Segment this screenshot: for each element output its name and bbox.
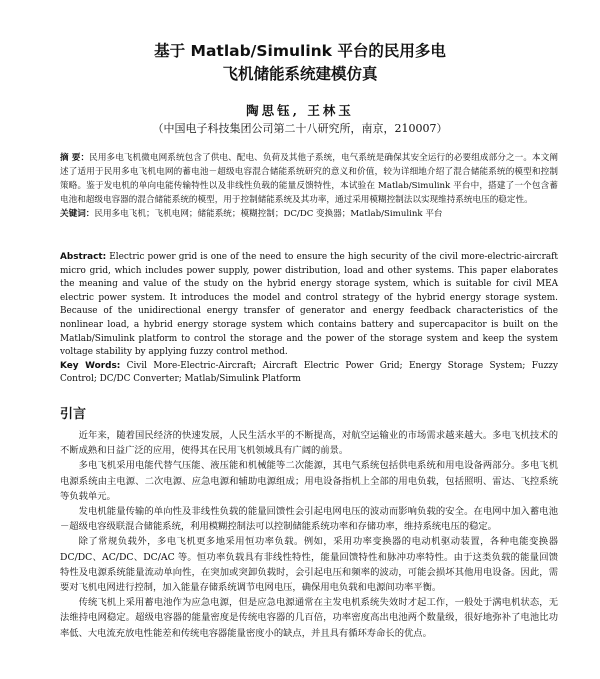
english-abstract-text: Electric power grid is one of the need to ensure the high security of the civil more-electric-aircraft micro grid, which includes power supply, power distribution, load and other systems. This paper elaborates the meaning and value of the study on the hybrid energy storage system, which is suitable for civil MEA electric power system. It introduces the model and control strategy of the hybrid energy storage system. Because of the unidirectional energy transfer of generator and energy feedback characteristics of the nonlinear load, a hybrid energy storage system which contains battery and supercapacitor is built on the Matlab/Simulink platform to control the storage and the power of the storage system and keep the system voltage stability by applying fuzzy control method. bbox=[60, 252, 558, 358]
chinese-abstract bbox=[60, 151, 558, 207]
body-paragraph: 发电机能量传输的单向性及非线性负载的能量回馈性会引起电网电压的波动而影响负载的安全。在电网中加入蓄电池－超级电容级联混合储能系统，利用模糊控制法可以控制储能系统功率和存储功率，维持系统电压的稳定。 bbox=[60, 506, 558, 533]
chinese-keywords-text: 民用多电飞机；飞机电网；储能系统；模糊控制；DC/DC 变换器；Matlab/Simulink 平台 bbox=[94, 209, 443, 219]
chinese-keywords bbox=[60, 207, 558, 221]
chinese-keywords-label: 关键词： bbox=[60, 209, 95, 219]
english-keywords-label: Key Words: bbox=[60, 360, 121, 371]
introduction-body bbox=[60, 428, 558, 641]
paper-title-line-1: 基于 Matlab/Simulink 平台的民用多电 bbox=[154, 42, 446, 60]
body-paragraph: 多电飞机采用电能代替气压能、液压能和机械能等二次能源，其电气系统包括供电系统和用电设备两部分。多电飞机电源系统由主电源、二次电源、应急电源和辅助电源组成；用电设备指机上全部的用电负载，包括照明、雷达、飞控系统等负载单元。 bbox=[60, 460, 558, 502]
english-keywords-text: Civil More-Electric-Aircraft; Aircraft Electric Power Grid; Energy Storage System; Fuzzy Control; DC/DC Converter; Matlab/Simulink Platform bbox=[60, 360, 558, 385]
affiliation: （中国电子科技集团公司第二十八研究所，南京，210007） bbox=[152, 122, 448, 135]
english-abstract-block bbox=[60, 251, 558, 387]
chinese-abstract-text: 民用多电飞机微电网系统包含了供电、配电、负荷及其他子系统，电气系统是确保其安全运行的必要组成部分之一。本文阐述了适用于民用多电飞机电网的蓄电池－超级电容混合储能系统研究的意义和价值，较为详细地介绍了混合储能系统的模型和控制策略。鉴于发电机的单向电能传输特性以及非线性负载的能量反馈特性，本试验在 Matlab/Simulink 平台中，搭建了一个包含蓄电池和超级电容器的混合储能系统的模型，用于控制储能系统及其功率，通过采用模糊控制法以实现维持系统电压的稳定性。 bbox=[60, 153, 558, 205]
body-paragraph: 除了常规负载外，多电飞机更多地采用恒功率负载。例如，采用功率变换器的电动机驱动装置，各种电能变换器 DC/DC、AC/DC、DC/AC 等。恒功率负载具有非线性特性，能量回馈特性和脉冲功率特性。由于这类负载的能量回馈特性及电源系统能量流动单向性，在突加或突卸负载时，会引起电压和频率的波动，可能会损坏其他用电设备。因此，需要对飞机电网进行控制，加入能量存储系统调节电网电压，确保用电负载和电源间功率平衡。 bbox=[60, 536, 558, 594]
section-heading-introduction: 引言 bbox=[60, 407, 87, 422]
paper-title-line-2: 飞机储能系统建模仿真 bbox=[222, 65, 378, 83]
chinese-abstract-block bbox=[60, 151, 558, 221]
english-abstract bbox=[60, 251, 558, 360]
chinese-abstract-label: 摘 要： bbox=[60, 153, 90, 163]
body-paragraph: 近年来，随着国民经济的快速发展，人民生活水平的不断提高，对航空运输业的市场需求越来越大。多电飞机技术的不断成熟和日益广泛的应用，使得其在民用飞机领域具有广阔的前景。 bbox=[60, 430, 558, 457]
english-abstract-label: Abstract: bbox=[60, 252, 107, 262]
authors: 陶思钰, 王林玉 bbox=[246, 103, 354, 118]
body-paragraph: 传统飞机上采用蓄电池作为应急电源，但是应急电源通常在主发电机系统失效时才起工作，一般处于满电机状态，无法维持电网稳定。超级电容器的能量密度是传统电容器的几百倍，功率密度高出电池两个数量级，很好地弥补了电池比功率低、大电流充放电性能差和传统电容器能量密度小的缺点，并且具有循环寿命长的优点。 bbox=[60, 597, 558, 639]
english-keywords bbox=[60, 360, 558, 387]
